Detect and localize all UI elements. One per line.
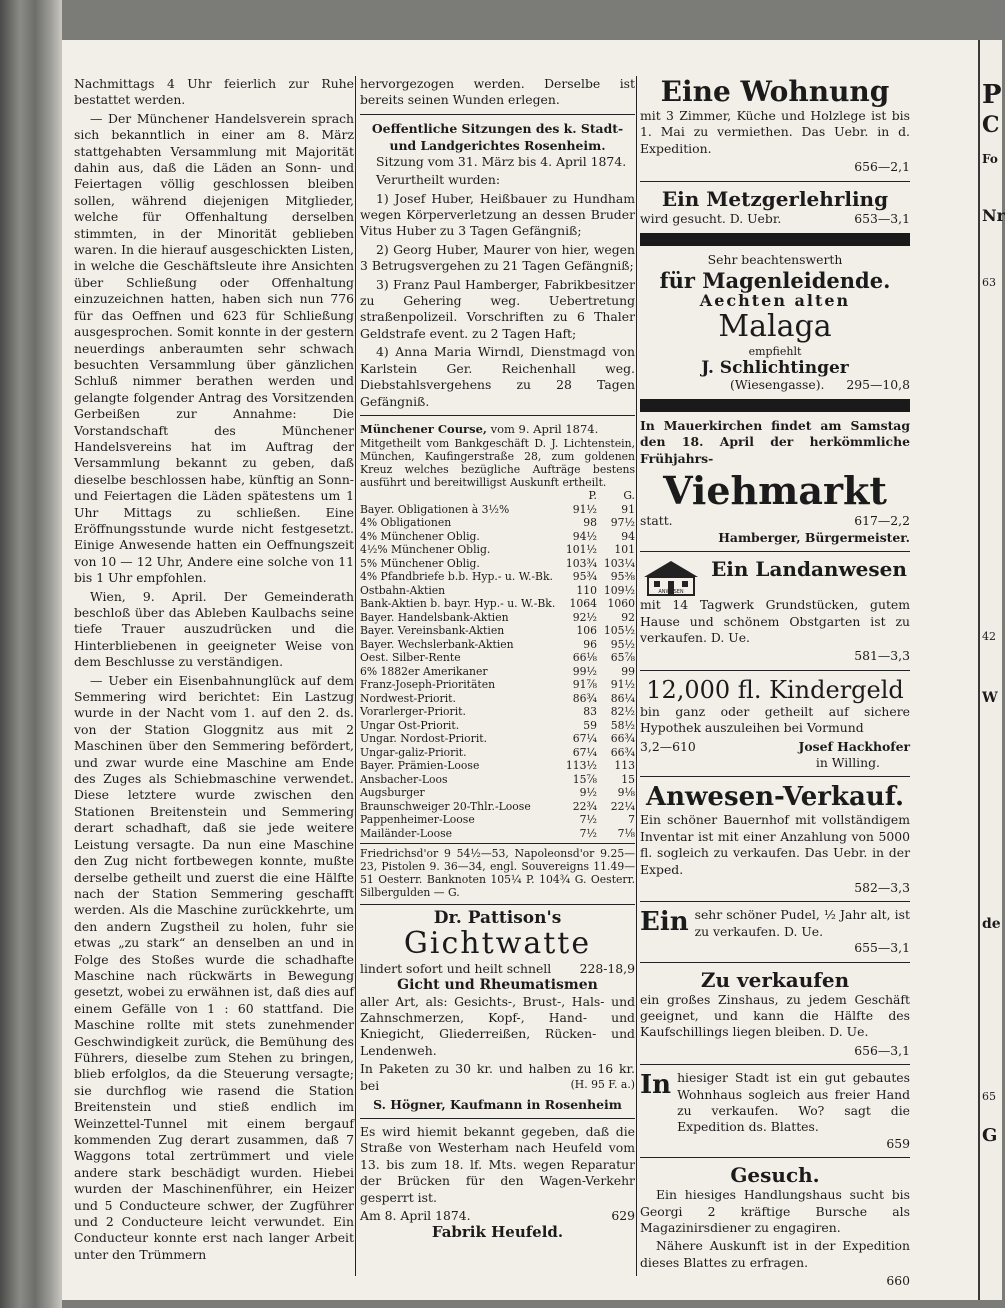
next-page-edge — [978, 40, 1005, 1300]
course-row — [360, 705, 635, 719]
course-row — [360, 719, 635, 733]
ad-pattison-text: aller Art, als: Gesichts-, Brust-, Hals- und Zahnschmerzen, Kopf-, Hand- und Kniegicht, Gliederreißen, Rücken- und Lendenweh. — [360, 993, 635, 1058]
ad-verkauf-title: Anwesen-Verkauf. — [645, 782, 905, 813]
ad-kindergeld-text: bin ganz oder getheilt auf sichere Hypothek auszuleihen bei Vormund — [640, 703, 910, 736]
course-row — [360, 786, 635, 800]
ad-viehmarkt-title: Viehmarkt — [663, 468, 887, 514]
course-cell-name: 4% Münchener Oblig. — [360, 529, 480, 543]
ad-pattison-title: Gichtwatte — [403, 925, 592, 961]
course-cell-g: 113 — [614, 759, 635, 773]
column-news-left — [74, 76, 354, 1265]
course-row — [360, 597, 635, 611]
ad-kindergeld-place: in Willing. — [815, 754, 880, 770]
edge-text: Nr — [982, 206, 1005, 225]
course-cell-p: 7½ — [579, 813, 597, 827]
course-cell-g: 95⅜ — [610, 570, 635, 584]
course-cell-g: 94 — [621, 529, 635, 543]
ad-wohnhaus-code: 659 — [886, 1135, 910, 1151]
course-cell-p: 91⅞ — [572, 678, 597, 692]
course-cell-g: 103¼ — [603, 556, 635, 570]
ad-zuverkaufen-code: 656—3,1 — [854, 1042, 910, 1058]
ad-road-row — [360, 1208, 635, 1224]
course-cell-g: 66¾ — [610, 732, 635, 746]
ad-pudel-initial: Ein — [640, 907, 689, 938]
ad-malaga-l7: (Wiesengasse). — [730, 376, 825, 392]
ad-viehmarkt-text: In Mauerkirchen findet am Samstag den 18. April der herkömmliche Frühjahrs- — [640, 418, 910, 466]
ad-wohnung-title: Eine Wohnung — [660, 75, 890, 108]
ad-malaga-l3: Aechten alten — [699, 291, 851, 311]
ad-malaga-l1: Sehr beachtenswerth — [707, 252, 843, 268]
ad-pattison-seller: S. Högner, Kaufmann in Rosenheim — [373, 1096, 622, 1112]
edge-text: de — [982, 916, 1001, 932]
ad-pudel — [640, 907, 910, 940]
course-cell-p: 86¾ — [572, 691, 597, 705]
edge-text: W — [982, 690, 998, 706]
course-cell-p: 110 — [576, 583, 597, 597]
course-cell-g: 58½ — [610, 718, 635, 732]
course-row — [360, 773, 635, 787]
course-cell-p: 15⅞ — [572, 772, 597, 786]
edge-text: Fo — [982, 152, 998, 166]
course-row — [360, 543, 635, 557]
ad-wohnhaus — [640, 1070, 910, 1136]
ad-kindergeld-code: 3,2—610 — [640, 738, 696, 754]
ad-viehmarkt-row — [640, 513, 910, 529]
divider — [640, 901, 910, 902]
edge-text: 63 — [982, 276, 996, 289]
course-cell-p: 101½ — [565, 543, 597, 557]
course-table-head — [360, 489, 635, 503]
ad-pattison-ref: (H. 95 F. a.) — [570, 1077, 635, 1091]
ad-road-code: 629 — [611, 1208, 635, 1223]
ad-road-closure — [360, 1124, 635, 1241]
course-row — [360, 651, 635, 665]
ad-verkauf-text: Ein schöner Bauernhof mit vollständigem Inventar ist mit einer Anzahlung von 5000 fl. sogleich zu verkaufen. Das Uebr. in der Exped. — [640, 812, 910, 877]
course-cell-p: 96 — [583, 637, 597, 651]
divider — [640, 1157, 910, 1158]
ad-zuverkaufen-title: Zu verkaufen — [700, 967, 850, 992]
ad-wohnung-text: mit 3 Zimmer, Küche und Holzlege ist bis 1. Mai zu vermiethen. Das Uebr. in d. Expedition. — [640, 108, 910, 156]
course-cell-p: 1064 — [569, 597, 597, 611]
divider — [640, 181, 910, 182]
ad-pattison-line1: lindert sofort und heilt schnell — [360, 960, 552, 976]
ad-malaga-l6: J. Schlichtinger — [701, 358, 849, 379]
ad-zuverkaufen-text: ein großes Zinshaus, zu jedem Geschäft geeignet, und kann die Hälfte des Kaufschillings liegen bleiben. D. Ue. — [640, 991, 910, 1040]
black-bar — [640, 233, 910, 246]
course-row — [360, 800, 635, 814]
course-cell-name: Mailänder-Loose — [360, 826, 453, 840]
divider — [360, 1118, 635, 1119]
ad-gesuch-text: Ein hiesiges Handlungshaus sucht bis Georgi 2 kräftige Bursche als Magazinirsdiener zu engagiren. — [640, 1187, 910, 1236]
ad-pudel-code: 655—3,1 — [854, 940, 910, 956]
divider — [640, 551, 910, 552]
ad-malaga-l4: Malaga — [718, 308, 832, 344]
course-row — [360, 584, 635, 598]
course-cell-name: 4½% Münchener Oblig. — [360, 543, 491, 557]
course-row — [360, 557, 635, 571]
court-date: Sitzung vom 31. März bis 4. April 1874. — [376, 153, 627, 169]
course-cell-name: Nordwest-Priorit. — [360, 691, 456, 705]
court-item: 4) Anna Maria Wirndl, Dienstmagd von Karlstein Ger. Reichenhall weg. Diebstahlsvergehens zu 28 Tagen Gefängniß. — [360, 344, 635, 409]
divider — [360, 904, 635, 905]
article-paragraph: Nachmittags 4 Uhr feierlich zur Ruhe bestattet werden. — [74, 76, 354, 108]
ad-gesuch-title: Gesuch. — [730, 1163, 820, 1188]
col-head-g: G. — [623, 489, 635, 503]
court-item: 3) Franz Paul Hamberger, Fabrikbesitzer zu Gehering weg. Uebertretung straßenpolizeil. Vorschriften zu 6 Thaler Geldstrafe event. zu 2 Tagen Haft; — [360, 276, 635, 341]
course-row — [360, 678, 635, 692]
edge-text: C — [982, 112, 1000, 138]
course-row — [360, 611, 635, 625]
ad-metzger-code: 653—3,1 — [854, 210, 910, 226]
course-cell-name: 4% Obligationen — [360, 516, 452, 530]
ad-landanwesen-text: mit 14 Tagwerk Grundstücken, gutem Hause und schönem Obstgarten ist zu verkaufen. D. Ue. — [640, 597, 910, 645]
ad-landanwesen — [640, 557, 910, 597]
ad-verkauf-code: 582—3,3 — [854, 879, 910, 895]
edge-text: P — [982, 80, 1002, 110]
ad-gesuch-code: 660 — [886, 1273, 910, 1289]
course-cell-p: 98 — [583, 516, 597, 530]
course-cell-g: 92 — [621, 610, 635, 624]
ad-metzger-text: wird gesucht. D. Uebr. — [640, 210, 782, 226]
course-cell-name: Braunschweiger 20-Thlr.-Loose — [360, 799, 531, 813]
course-cell-g: 1060 — [607, 597, 635, 611]
course-cell-name: Ungar Ost-Priorit. — [360, 718, 460, 732]
ad-pattison-name: Dr. Pattison's — [433, 908, 562, 929]
ad-kindergeld-name: Josef Hackhofer — [798, 738, 910, 754]
divider — [640, 670, 910, 671]
course-title: Münchener Course, — [360, 421, 487, 436]
course-cell-name: Augsburger — [360, 786, 425, 800]
course-cell-p: 95¾ — [572, 570, 597, 584]
ad-road-date: Am 8. April 1874. — [360, 1208, 471, 1223]
edge-text: 42 — [982, 630, 996, 643]
course-cell-name: 5% Münchener Oblig. — [360, 556, 480, 570]
article-handelsverein: — Der Münchener Handelsverein sprach sich bekanntlich in einer am 8. März stattgehabten Versammlung mit Majorität dahin aus, daß die Läden an Sonn- und Feiertagen völlig geschlossen bleiben sollen, während diejenigen Mitglieder, welche für Offenhaltung derselben stimmten, in der Minorität geblieben waren. In die hierauf ausgeschickten Listen, in welche die Geschäftsleute ihre Ansichten über Schließung oder Offenhaltung einzuzeichnen hatten, haben sich nun 776 für das Oeffnen und 623 für Schließung ausgesprochen. Somit konnte in der gestern neuerdings anberaumten sehr schwach besuchten Versammlung über gänzlichen Schluß nimmer berathen werden und gelangte folgender Antrag des Vorsitzenden Gerbeißen zur Annahme: Die Vorstandschaft des Münchener Handelsvereins hat im Auftrag der Versammlung bekannt zu geben, daß dieselbe beschlossen habe, künftig an Sonn- und Feiertagen die Läden spätestens um 1 Uhr Mittags zu schließen. Eine Eröffnungsstunde wurde nicht festgesetzt. Einige Anwesende hatten ein Oeffnungszeit von 10 — 12 Uhr, Andere eine solche von 11 bis 1 Uhr empfohlen. — [74, 110, 354, 586]
course-cell-g: 91½ — [610, 678, 635, 692]
ad-gesuch-text2: Nähere Auskunft ist in der Expedition dieses Blattes zu erfragen. — [640, 1238, 910, 1270]
course-cell-p: 94½ — [572, 529, 597, 543]
course-cell-p: 22¾ — [572, 799, 597, 813]
ad-pattison-row — [360, 961, 635, 977]
course-row — [360, 827, 635, 841]
divider — [640, 776, 910, 777]
course-cell-g: 7 — [628, 813, 635, 827]
course-cell-name: Bank-Aktien b. bayr. Hyp.- u. W.-Bk. — [360, 597, 556, 611]
course-cell-p: 91½ — [572, 502, 597, 516]
course-cell-name: Ostbahn-Aktien — [360, 583, 446, 597]
course-cell-name: Ansbacher-Loos — [360, 772, 448, 786]
article-semmering: — Ueber ein Eisenbahnunglück auf dem Semmering wird berichtet: Ein Lastzug wurde in der Nacht vom 1. auf den 2. ds. von der Station Gloggnitz aus mit 2 Maschinen über den Semmering befördert, und zwar wurde eine Maschine am Ende des Zuges als Schiebmaschine verwendet. Diese letztere wurde zwischen den Stationen Breitenstein und Semmering derart schadhaft, daß sie jede weitere Leistung versagte. Da nun eine Maschine den Zug nicht fortbewegen konnte, mußte derselbe getheilt und zuerst die eine Hälfte nach der Station Semmering geschafft werden. Als die Maschine zurückkehrte, um den andern Zugstheil zu holen, fuhr sie etwas „zu stark“ an denselben an und in Folge des Stoßes wurde die schadhafte Maschine nach rückwärts in Bewegung gesetzt, wobei zu erwähnen ist, daß dies auf einem Gefälle von 1 : 60 stattfand. Die Maschine rollte mit stets zunehmender Geschwindigkeit zurück, die Bemühung des Führers, dieselbe zum Stehen zu bringen, blieb erfolglos, da die Steuerung versagte; sie durchflog wie rasend die Station Breitenstein und stieß endlich im Weinzettel-Tunnel mit einem bergauf kommenden Zug derart zusammen, daß 7 Waggons total zertrümmert und viele andere stark beschädigt wurden. Hiebei wurden der Maschinenführer, ein Heizer und 5 Conducteure schwer, der Zugführer und 2 Conducteure leicht verwundet. Ein Conducteur konnte erst nach langer Arbeit unter den Trümmern — [74, 672, 354, 1262]
course-cell-p: 92½ — [572, 610, 597, 624]
course-cell-name: Vorarlerger-Priorit. — [360, 705, 466, 719]
course-cell-g: 66¾ — [610, 745, 635, 759]
course-cell-g: 7⅛ — [617, 826, 635, 840]
ad-pudel-text: sehr schöner Pudel, ½ Jahr alt, ist zu verkaufen. D. Ue. — [694, 907, 910, 939]
course-cell-g: 91 — [621, 502, 635, 516]
course-cell-name: Ungar. Nordost-Priorit. — [360, 732, 488, 746]
newspaper-page — [62, 40, 978, 1300]
course-cell-name: 4% Pfandbriefe b.b. Hyp.- u. W.-Bk. — [360, 570, 553, 584]
column-news-middle — [360, 76, 635, 1241]
course-cell-name: Bayer. Obligationen à 3½% — [360, 502, 510, 516]
course-cell-p: 99½ — [572, 664, 597, 678]
ad-metzger-title: Ein Metzgerlehrling — [661, 186, 889, 211]
course-cell-p: 67¼ — [572, 745, 597, 759]
course-note: Mitgetheilt vom Bankgeschäft D. J. Lichtenstein, München, Kaufingerstraße 28, zum goldenen Kreuz welches bezügliche Aufträge bestens ausführt und bereitwilligst Auskunft ertheilt. — [360, 437, 635, 490]
ad-wohnung-code: 656—2,1 — [854, 159, 910, 175]
ad-pattison-packs — [360, 1061, 635, 1094]
ad-viehmarkt-code: 617—2,2 — [854, 513, 910, 529]
edge-text: G — [982, 1125, 998, 1146]
course-cell-g: 9⅛ — [617, 786, 635, 800]
ad-malaga-row — [640, 377, 910, 393]
ad-wohnhaus-initial: In — [640, 1070, 672, 1101]
course-cell-name: Bayer. Prämien-Loose — [360, 759, 480, 773]
course-cell-p: 9½ — [579, 786, 597, 800]
course-cell-p: 66⅛ — [572, 651, 597, 665]
ad-pattison-sub: Gicht und Rheumatismen — [397, 977, 598, 994]
court-title: Oeffentliche Sitzungen des k. Stadt- und Landgerichtes Rosenheim. — [371, 120, 624, 153]
ad-pattison-packs-text: In Paketen zu 30 kr. und halben zu 16 kr. bei — [360, 1061, 635, 1093]
ad-landanwesen-code: 581—3,3 — [854, 648, 910, 664]
course-cell-g: 95½ — [610, 637, 635, 651]
course-cell-g: 99 — [621, 664, 635, 678]
course-cell-g: 82½ — [610, 705, 635, 719]
court-item: 1) Josef Huber, Heißbauer zu Hundham wegen Körperverletzung an dessen Bruder Vitus Huber zu 3 Tagen Gefängniß; — [360, 190, 635, 239]
ad-pattison — [360, 910, 635, 1113]
house-icon-label: ANWESEN — [658, 589, 684, 596]
article-paragraph: hervorgezogen werden. Derselbe ist bereits seinen Wunden erlegen. — [360, 76, 635, 108]
ad-viehmarkt-l1: statt. — [640, 513, 673, 529]
course-cell-name: Bayer. Wechslerbank-Aktien — [360, 637, 514, 651]
course-header — [360, 421, 635, 437]
court-item: 2) Georg Huber, Maurer von hier, wegen 3 Betrugsvergehen zu 21 Tagen Gefängniß; — [360, 241, 635, 274]
course-cell-p: 59 — [583, 718, 597, 732]
course-row — [360, 624, 635, 638]
court-intro: Verurtheilt wurden: — [376, 172, 501, 188]
course-date: vom 9. April 1874. — [490, 421, 599, 436]
ad-landanwesen-body — [708, 557, 910, 581]
ad-malaga-code: 295—10,8 — [846, 376, 910, 392]
divider — [360, 415, 635, 416]
ad-wohnhaus-text: hiesiger Stadt ist ein gut gebautes Wohnhaus sogleich aus freier Hand zu verkaufen. Wo? sagt die Expedition ds. Blattes. — [677, 1070, 910, 1135]
ad-kindergeld-row — [640, 739, 910, 755]
course-cell-p: 7½ — [579, 826, 597, 840]
course-table — [360, 489, 635, 840]
course-cell-g: 22¼ — [610, 799, 635, 813]
divider — [360, 843, 635, 844]
course-cell-p: 106 — [576, 624, 597, 638]
course-row — [360, 759, 635, 773]
column-ads-right — [640, 76, 910, 1290]
course-row — [360, 503, 635, 517]
ad-landanwesen-title: Ein Landanwesen — [711, 557, 907, 582]
course-cell-g: 101 — [614, 543, 635, 557]
course-cell-g: 109½ — [603, 583, 635, 597]
ad-viehmarkt-sign: Hamberger, Bürgermeister. — [718, 529, 910, 545]
course-row — [360, 732, 635, 746]
course-row — [360, 813, 635, 827]
edge-text: 65 — [982, 1090, 996, 1103]
ad-pattison-code: 228-18,9 — [579, 960, 635, 976]
col-head-p: P. — [588, 489, 597, 503]
course-cell-p: 113½ — [565, 759, 597, 773]
ad-kindergeld-title: 12,000 fl. Kindergeld — [646, 675, 904, 704]
divider — [640, 962, 910, 963]
course-cell-g: 15 — [621, 772, 635, 786]
course-cell-name: Bayer. Vereinsbank-Aktien — [360, 624, 505, 638]
course-cell-name: Oest. Silber-Rente — [360, 651, 461, 665]
course-row — [360, 746, 635, 760]
course-cell-name: Franz-Joseph-Prioritäten — [360, 678, 496, 692]
course-row — [360, 530, 635, 544]
course-row — [360, 665, 635, 679]
ad-metzger-row — [640, 211, 910, 227]
ad-road-sign: Fabrik Heufeld. — [431, 1223, 564, 1242]
course-cell-p: 83 — [583, 705, 597, 719]
divider — [360, 114, 635, 115]
article-wien: Wien, 9. April. Der Gemeinderath beschloß über das Ableben Kaulbachs seine tiefe Trauer auszudrücken und die Hinterbliebenen in geeigneter Weise von dem Beschlusse zu verständigen. — [74, 588, 354, 670]
course-row — [360, 692, 635, 706]
course-cell-name: Pappenheimer-Loose — [360, 813, 475, 827]
course-row — [360, 516, 635, 530]
course-cell-name: 6% 1882er Amerikaner — [360, 664, 488, 678]
house-icon — [640, 557, 702, 597]
course-cell-p: 67¼ — [572, 732, 597, 746]
ad-road-text: Es wird hiemit bekannt gegeben, daß die Straße von Westerham nach Heufeld vom 13. bis zum 18. lf. Mts. wegen Reparatur der Brücken für den Wagen-Verkehr gesperrt ist. — [360, 1123, 635, 1205]
ad-malaga-l5: empfiehlt — [748, 344, 802, 358]
course-cell-g: 97½ — [610, 516, 635, 530]
black-bar — [640, 399, 910, 412]
course-cell-name: Ungar-galiz-Priorit. — [360, 745, 467, 759]
ad-malaga-l2: für Magenleidende. — [659, 268, 891, 294]
divider — [640, 1064, 910, 1065]
course-cell-name: Bayer. Handelsbank-Aktien — [360, 610, 509, 624]
course-foot: Friedrichsd'or 9 54½—53, Napoleonsd'or 9.25—23, Pistolen 9. 36—34, engl. Souvereigns 11.49—51 Oesterr. Banknoten 105¼ P. 104¾ G. Oesterr. Silbergulden — G. — [360, 847, 635, 900]
course-row — [360, 638, 635, 652]
course-cell-g: 65⅞ — [610, 651, 635, 665]
book-binding-gutter — [0, 0, 62, 1308]
course-cell-g: 86¼ — [610, 691, 635, 705]
course-cell-p: 103¾ — [565, 556, 597, 570]
column-rule — [355, 76, 356, 1276]
course-row — [360, 570, 635, 584]
course-cell-g: 105½ — [603, 624, 635, 638]
column-rule — [636, 76, 637, 1276]
